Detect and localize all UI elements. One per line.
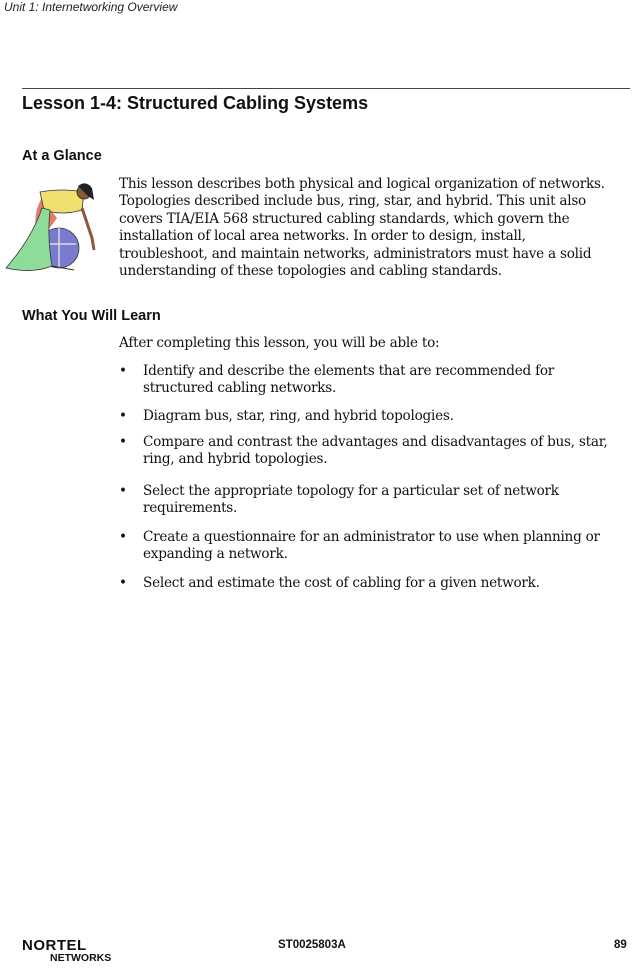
- paragraph-line: troubleshoot, and maintain networks, administrators must have a solid: [119, 245, 592, 262]
- objective-line: Select the appropriate topology for a particular set of network: [143, 483, 559, 499]
- objective-line: Diagram bus, star, ring, and hybrid topologies.: [143, 408, 454, 424]
- bullet: •: [119, 408, 127, 424]
- bullet: •: [119, 529, 127, 545]
- document-number: ST0025803A: [278, 939, 346, 951]
- objective-line: requirements.: [143, 500, 238, 517]
- logo-line-2: NETWORKS: [50, 952, 112, 964]
- bullet: •: [119, 363, 127, 379]
- paragraph-line: understanding of these topologies and cabling standards.: [119, 263, 502, 280]
- page-number: 89: [614, 939, 627, 951]
- objective-line: ring, and hybrid topologies.: [143, 451, 328, 468]
- bullet: •: [119, 434, 127, 450]
- title-rule: [22, 88, 630, 89]
- running-header: Unit 1: Internetworking Overview: [4, 0, 178, 14]
- at-a-glance-paragraph: [119, 176, 605, 280]
- logo-line-1: NORTEL: [22, 937, 87, 954]
- learn-intro: After completing this lesson, you will be able to:: [119, 335, 440, 351]
- bullet: •: [119, 483, 127, 499]
- what-you-will-learn-heading: What You Will Learn: [22, 308, 161, 324]
- woman-with-globe-illustration: [2, 178, 102, 276]
- objective-line: Compare and contrast the advantages and disadvantages of bus, star,: [143, 434, 608, 450]
- objective-line: structured cabling networks.: [143, 380, 337, 397]
- objective-line: Select and estimate the cost of cabling for a given network.: [143, 575, 540, 591]
- lesson-title: Lesson 1-4: Structured Cabling Systems: [22, 93, 369, 113]
- paragraph-line: covers TIA/EIA 568 structured cabling standards, which govern the: [119, 210, 570, 227]
- bullet: •: [119, 575, 127, 591]
- at-a-glance-heading: At a Glance: [22, 148, 102, 164]
- objective-line: expanding a network.: [143, 546, 288, 563]
- objective-line: Identify and describe the elements that are recommended for: [143, 363, 555, 379]
- paragraph-line: This lesson describes both physical and logical organization of networks.: [119, 176, 605, 192]
- nortel-networks-logo: [22, 937, 132, 967]
- objective-line: Create a questionnaire for an administrator to use when planning or: [143, 529, 600, 545]
- paragraph-line: Topologies described include bus, ring, star, and hybrid. This unit also: [119, 193, 586, 210]
- paragraph-line: installation of local area networks. In order to design, install,: [119, 228, 526, 245]
